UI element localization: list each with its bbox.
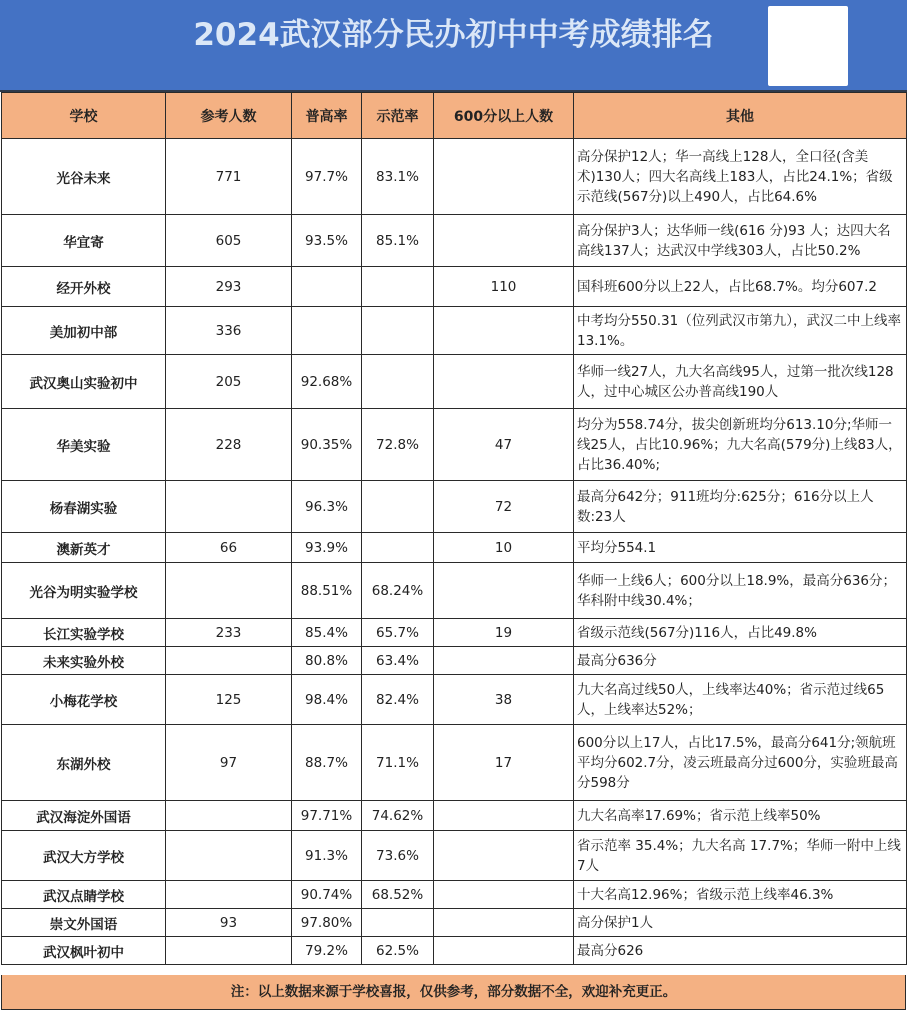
pugao-rate-cell: 90.35% (292, 409, 362, 481)
table-row (2, 307, 907, 355)
table-row (2, 563, 907, 619)
above-600-cell (434, 307, 574, 355)
other-cell: 九大名高过线50人，上线率达40%；省示范过线65人，上线率达52%； (574, 675, 907, 725)
school-cell: 崇文外国语 (2, 909, 166, 937)
above-600-cell (434, 355, 574, 409)
above-600-cell (434, 647, 574, 675)
other-cell: 600分以上17人，占比17.5%，最高分641分;领航班平均分602.7分，凌云班最高分过600分，实验班最高分598分 (574, 725, 907, 801)
count-cell (166, 481, 292, 533)
pugao-rate-cell: 79.2% (292, 937, 362, 965)
above-600-cell (434, 801, 574, 831)
above-600-cell (434, 909, 574, 937)
other-cell: 九大名高率17.69%；省示范上线率50% (574, 801, 907, 831)
table-row (2, 355, 907, 409)
pugao-rate-cell: 97.80% (292, 909, 362, 937)
above-600-cell: 38 (434, 675, 574, 725)
pugao-rate-cell: 93.9% (292, 533, 362, 563)
above-600-cell (434, 937, 574, 965)
table-row (2, 831, 907, 881)
count-cell (166, 881, 292, 909)
shifan-rate-cell: 65.7% (362, 619, 434, 647)
above-600-cell: 72 (434, 481, 574, 533)
above-600-cell (434, 139, 574, 215)
above-600-cell: 47 (434, 409, 574, 481)
shifan-rate-cell: 63.4% (362, 647, 434, 675)
ranking-table (1, 92, 907, 965)
column-header-above-600: 600分以上人数 (434, 93, 574, 139)
pugao-rate-cell: 97.71% (292, 801, 362, 831)
other-cell: 最高分636分 (574, 647, 907, 675)
above-600-cell (434, 881, 574, 909)
count-cell: 66 (166, 533, 292, 563)
above-600-cell (434, 831, 574, 881)
table-row (2, 881, 907, 909)
shifan-rate-cell: 72.8% (362, 409, 434, 481)
other-cell: 华师一上线6人；600分以上18.9%，最高分636分；华科附中线30.4%； (574, 563, 907, 619)
count-cell (166, 831, 292, 881)
shifan-rate-cell (362, 307, 434, 355)
other-cell: 十大名高12.96%；省级示范上线率46.3% (574, 881, 907, 909)
count-cell: 336 (166, 307, 292, 355)
pugao-rate-cell: 85.4% (292, 619, 362, 647)
count-cell (166, 937, 292, 965)
other-cell: 华师一线27人，九大名高线95人，过第一批次线128人，过中心城区公办普高线190人 (574, 355, 907, 409)
count-cell (166, 563, 292, 619)
shifan-rate-cell: 68.24% (362, 563, 434, 619)
table-row (2, 647, 907, 675)
school-cell: 武汉奥山实验初中 (2, 355, 166, 409)
shifan-rate-cell: 83.1% (362, 139, 434, 215)
above-600-cell (434, 563, 574, 619)
stamp-image (768, 6, 848, 86)
table-header-row (2, 93, 907, 139)
column-header-other: 其他 (574, 93, 907, 139)
column-header-pugao-rate: 普高率 (292, 93, 362, 139)
shifan-rate-cell (362, 355, 434, 409)
pugao-rate-cell: 92.68% (292, 355, 362, 409)
footer-note: 注：以上数据来源于学校喜报，仅供参考，部分数据不全，欢迎补充更正。 (1, 975, 906, 1010)
count-cell (166, 801, 292, 831)
table-row (2, 267, 907, 307)
count-cell (166, 647, 292, 675)
table-row (2, 909, 907, 937)
count-cell: 205 (166, 355, 292, 409)
count-cell: 93 (166, 909, 292, 937)
school-cell: 武汉枫叶初中 (2, 937, 166, 965)
table-row (2, 725, 907, 801)
count-cell: 125 (166, 675, 292, 725)
table-row (2, 481, 907, 533)
shifan-rate-cell (362, 909, 434, 937)
pugao-rate-cell: 88.7% (292, 725, 362, 801)
shifan-rate-cell: 62.5% (362, 937, 434, 965)
table-row (2, 619, 907, 647)
table-row (2, 409, 907, 481)
other-cell: 高分保护3人；达华师一线(616 分)93 人；达四大名高线137人；达武汉中学线303人，占比50.2% (574, 215, 907, 267)
table-row (2, 801, 907, 831)
table-row (2, 675, 907, 725)
pugao-rate-cell: 88.51% (292, 563, 362, 619)
school-cell: 杨春湖实验 (2, 481, 166, 533)
pugao-rate-cell: 96.3% (292, 481, 362, 533)
other-cell: 高分保护1人 (574, 909, 907, 937)
table-row (2, 139, 907, 215)
above-600-cell: 110 (434, 267, 574, 307)
school-cell: 华宜寄 (2, 215, 166, 267)
other-cell: 最高分642分；911班均分:625分；616分以上人数:23人 (574, 481, 907, 533)
other-cell: 最高分626 (574, 937, 907, 965)
school-cell: 小梅花学校 (2, 675, 166, 725)
shifan-rate-cell: 71.1% (362, 725, 434, 801)
other-cell: 省级示范线(567分)116人，占比49.8% (574, 619, 907, 647)
shifan-rate-cell (362, 533, 434, 563)
school-cell: 光谷未来 (2, 139, 166, 215)
shifan-rate-cell (362, 267, 434, 307)
school-cell: 武汉点睛学校 (2, 881, 166, 909)
pugao-rate-cell (292, 307, 362, 355)
shifan-rate-cell: 82.4% (362, 675, 434, 725)
count-cell: 293 (166, 267, 292, 307)
other-cell: 均分为558.74分，拔尖创新班均分613.10分;华师一线25人，占比10.96%；九大名高(579分)上线83人，占比36.40%; (574, 409, 907, 481)
above-600-cell: 19 (434, 619, 574, 647)
pugao-rate-cell: 97.7% (292, 139, 362, 215)
school-cell: 光谷为明实验学校 (2, 563, 166, 619)
shifan-rate-cell: 85.1% (362, 215, 434, 267)
pugao-rate-cell (292, 267, 362, 307)
table-row (2, 533, 907, 563)
above-600-cell (434, 215, 574, 267)
shifan-rate-cell: 73.6% (362, 831, 434, 881)
shifan-rate-cell (362, 481, 434, 533)
table-row (2, 937, 907, 965)
count-cell: 97 (166, 725, 292, 801)
other-cell: 高分保护12人；华一高线上128人，全口径(含美术)130人；四大名高线上183人，占比24.1%；省级示范线(567分)以上490人，占比64.6% (574, 139, 907, 215)
other-cell: 中考均分550.31（位列武汉市第九），武汉二中上线率13.1%。 (574, 307, 907, 355)
other-cell: 省示范率 35.4%；九大名高 17.7%；华师一附中上线7人 (574, 831, 907, 881)
column-header-count: 参考人数 (166, 93, 292, 139)
pugao-rate-cell: 91.3% (292, 831, 362, 881)
school-cell: 经开外校 (2, 267, 166, 307)
shifan-rate-cell: 74.62% (362, 801, 434, 831)
above-600-cell: 17 (434, 725, 574, 801)
school-cell: 长江实验学校 (2, 619, 166, 647)
other-cell: 国科班600分以上22人，占比68.7%。均分607.2 (574, 267, 907, 307)
pugao-rate-cell: 98.4% (292, 675, 362, 725)
school-cell: 武汉海淀外国语 (2, 801, 166, 831)
other-cell: 平均分554.1 (574, 533, 907, 563)
school-cell: 澳新英才 (2, 533, 166, 563)
school-cell: 美加初中部 (2, 307, 166, 355)
pugao-rate-cell: 93.5% (292, 215, 362, 267)
page-title: 2024武汉部分民办初中中考成绩排名 (193, 17, 714, 53)
school-cell: 未来实验外校 (2, 647, 166, 675)
column-header-school: 学校 (2, 93, 166, 139)
school-cell: 东湖外校 (2, 725, 166, 801)
shifan-rate-cell: 68.52% (362, 881, 434, 909)
above-600-cell: 10 (434, 533, 574, 563)
pugao-rate-cell: 80.8% (292, 647, 362, 675)
count-cell: 228 (166, 409, 292, 481)
school-cell: 武汉大方学校 (2, 831, 166, 881)
count-cell: 233 (166, 619, 292, 647)
column-header-shifan-rate: 示范率 (362, 93, 434, 139)
pugao-rate-cell: 90.74% (292, 881, 362, 909)
count-cell: 605 (166, 215, 292, 267)
table-row (2, 215, 907, 267)
header-banner (0, 0, 907, 92)
school-cell: 华美实验 (2, 409, 166, 481)
table-body (2, 139, 907, 965)
count-cell: 771 (166, 139, 292, 215)
